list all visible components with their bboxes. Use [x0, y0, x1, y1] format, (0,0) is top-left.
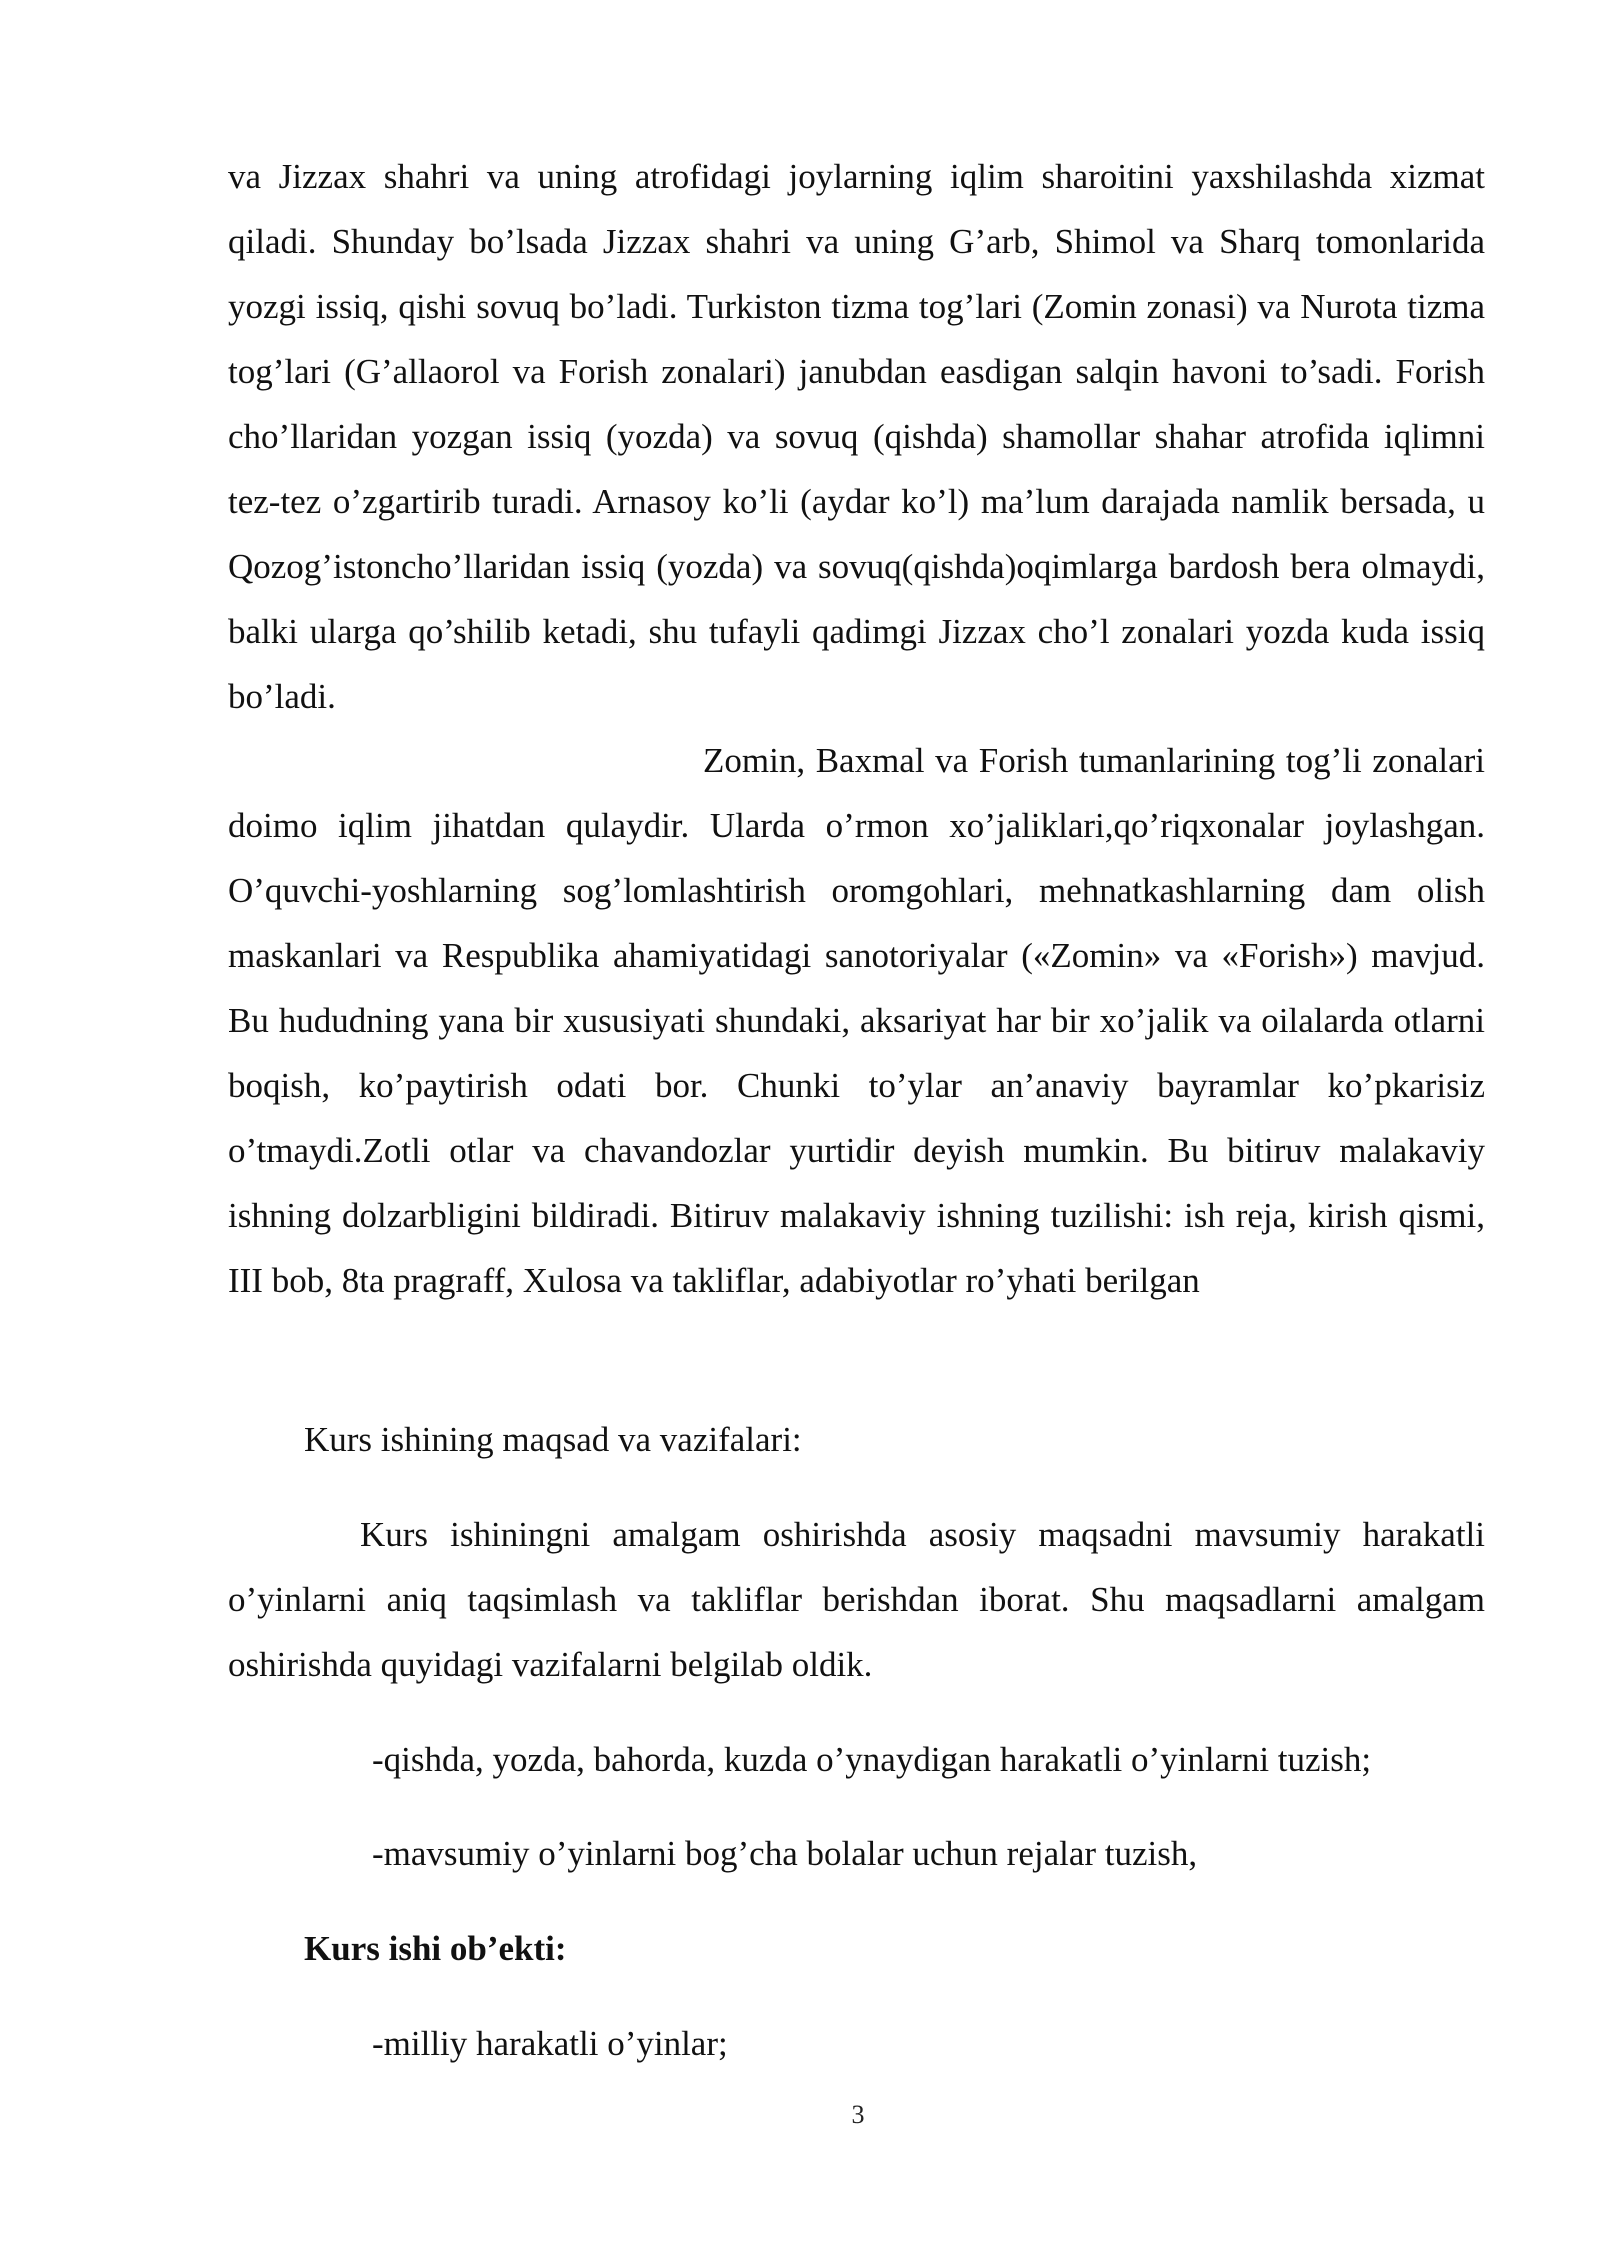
page-number: 3	[851, 2100, 865, 2129]
task-list-item: -qishda, yozda, bahorda, kuzda o’ynaydigan harakatli o’yinlarni tuzish;	[372, 1740, 1372, 1779]
body-paragraph: Kurs ishiningni amalgam oshirishda asosiy maqsadni mavsumiy harakatli o’yinlarni aniq taqsimlash va takliflar berishdan iborat. Shu maqsadlarni amalgam oshirishda quyidagi vazifalarni belgilab oldik.	[228, 1515, 1485, 1684]
section-heading-goals: Kurs ishining maqsad va vazifalari:	[304, 1420, 802, 1459]
body-paragraph: va Jizzax shahri va uning atrofidagi joylarning iqlim sharoitini yaxshilashda xizmat qiladi. Shunday bo’lsada Jizzax shahri va uning G’arb, Shimol va Sharq tomonlarida yozgi issiq, qishi sovuq bo’ladi. Turkiston tizma tog’lari (Zomin zonasi) va Nurota tizma tog’lari (G’allaorol va Forish zonalari) janubdan easdigan salqin havoni to’sadi. Forish cho’llaridan yozgan issiq (yozda) va sovuq (qishda) shamollar shahar atrofida iqlimni tez-tez o’zgartirib turadi. Arnasoy ko’li (aydar ko’l) ma’lum darajada namlik bersada, u Qozog’istoncho’llaridan issiq (yozda) va sovuq(qishda)oqimlarga bardosh bera olmaydi, balki ularga qo’shilib ketadi, shu tufayli qadimgi Jizzax cho’l zonalari yozda kuda issiq bo’ladi.	[228, 157, 1485, 716]
section-heading-object: Kurs ishi ob’ekti:	[304, 1929, 567, 1968]
task-list-item: -mavsumiy o’yinlarni bog’cha bolalar uchun rejalar tuzish,	[372, 1834, 1198, 1873]
body-paragraph: Zomin, Baxmal va Forish tumanlarining tog’li zonalari doimo iqlim jihatdan qulaydir. Ularda o’rmon xo’jaliklari,qo’riqxonalar joylashgan. O’quvchi-yoshlarning sog’lomlashtirish oromgohlari, mehnatkashlarning dam olish maskanlari va Respublika ahamiyatidagi sanotoriyalar («Zomin» va «Forish») mavjud. Bu hududning yana bir xususiyati shundaki, aksariyat har bir xo’jalik va oilalarda otlarni boqish, ko’paytirish odati bor. Chunki to’ylar an’anaviy bayramlar ko’pkarisiz o’tmaydi.Zotli otlar va chavandozlar yurtidir deyish mumkin. Bu bitiruv malakaviy ishning dolzarbligini bildiradi. Bitiruv malakaviy ishning tuzilishi: ish reja, kirish qismi, III bob, 8ta pragraff, Xulosa va takliflar, adabiyotlar ro’yhati berilgan	[228, 741, 1485, 1300]
object-list-item: -milliy harakatli o’yinlar;	[372, 2024, 728, 2063]
